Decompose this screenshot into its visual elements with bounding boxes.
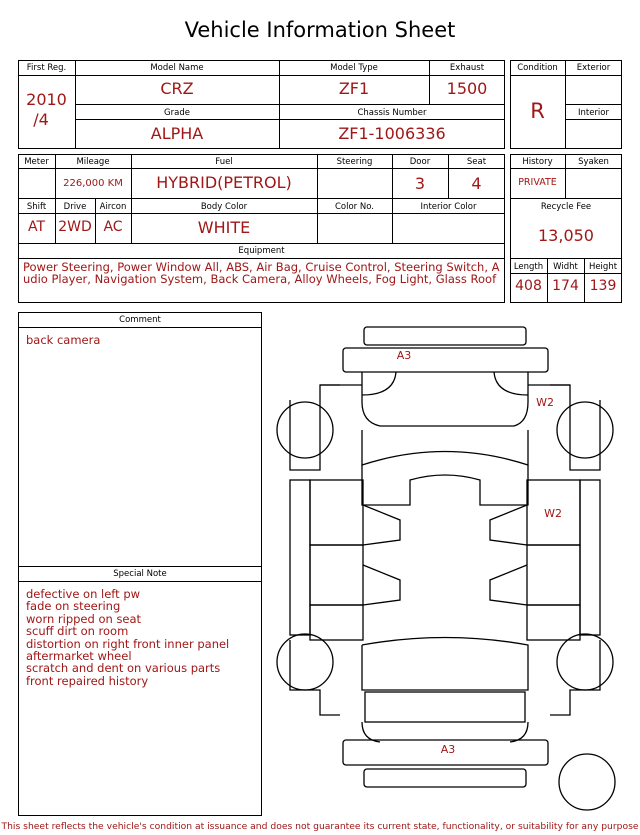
comment-label: Comment	[119, 315, 161, 325]
recycle-fee-value: 13,050	[538, 226, 594, 245]
history-label: History	[522, 157, 553, 167]
damage-mark-front: A3	[396, 349, 412, 362]
aircon-value: AC	[103, 219, 123, 235]
seat-label: Seat	[466, 157, 487, 167]
damage-mark-rear: A3	[440, 743, 456, 756]
first-reg-year: 2010	[26, 90, 67, 109]
fuel-value: HYBRID(PETROL)	[156, 173, 292, 192]
special-note-item: fade on steering	[26, 599, 121, 614]
special-note-item: distortion on right front inner panel	[26, 636, 230, 651]
equipment-label: Equipment	[238, 246, 285, 256]
special-note-item: defective on left pw	[26, 587, 141, 601]
mileage-label: Mileage	[76, 157, 110, 167]
length-label: Length	[513, 262, 544, 272]
damage-mark-right-front: W2	[536, 396, 554, 409]
model-type-label: Model Type	[330, 63, 378, 73]
door-label: Door	[409, 157, 431, 167]
special-note-label: Special Note	[113, 569, 167, 579]
page-title: Vehicle Information Sheet	[184, 18, 456, 42]
width-value: 174	[552, 278, 579, 294]
special-note-item: aftermarket wheel	[26, 649, 132, 664]
body-color-value: WHITE	[197, 218, 251, 237]
height-value: 139	[589, 278, 617, 294]
disclaimer-footer: This sheet reflects the vehicle's condition at issuance and does not guarantee its current state, functionality, or suitability for any purpose	[1, 821, 639, 832]
height-label: Height	[588, 262, 618, 272]
seat-value: 4	[471, 174, 482, 193]
fuel-label: Fuel	[215, 157, 233, 167]
special-note-item: worn ripped on seat	[26, 611, 142, 626]
shift-label: Shift	[26, 202, 47, 212]
grade-value: ALPHA	[150, 124, 204, 143]
length-value: 408	[515, 278, 542, 294]
condition-value: R	[530, 99, 545, 123]
color-no-label: Color No.	[334, 202, 374, 212]
special-note-item: scratch and dent on various parts	[26, 661, 221, 676]
chassis-number-value: ZF1-1006336	[338, 124, 446, 143]
mileage-value: 226,000 KM	[63, 178, 123, 189]
first-reg-month: /4	[33, 110, 49, 129]
condition-label: Condition	[517, 63, 558, 73]
special-note-item: scuff dirt on room	[26, 624, 129, 639]
exterior-label: Exterior	[576, 63, 611, 73]
first-reg-label: First Reg.	[26, 63, 67, 73]
width-label: Widht	[553, 262, 578, 272]
interior-label: Interior	[577, 108, 609, 118]
recycle-fee-label: Recycle Fee	[540, 202, 592, 212]
model-name-value: CRZ	[160, 79, 194, 98]
shift-value: AT	[27, 219, 46, 235]
model-type-value: ZF1	[338, 79, 370, 98]
damage-mark-right-side: W2	[544, 507, 562, 520]
drive-value: 2WD	[58, 219, 92, 235]
meter-label: Meter	[24, 157, 49, 167]
chassis-number-label: Chassis Number	[357, 108, 427, 118]
history-value: PRIVATE	[518, 177, 557, 188]
steering-label: Steering	[336, 157, 373, 167]
interior-color-label: Interior Color	[420, 202, 477, 212]
body-color-label: Body Color	[200, 202, 248, 212]
exhaust-value: 1500	[446, 79, 488, 98]
special-note-item: front repaired history	[26, 673, 149, 688]
equipment-value: Power Steering, Power Window All, ABS, Air Bag, Cruise Control, Steering Switch, Audio Player, Navigation System, Back Camera, Alloy Wheels, Fog Light, Glass Roof	[23, 260, 500, 287]
exhaust-label: Exhaust	[449, 63, 485, 73]
aircon-label: Aircon	[99, 202, 127, 212]
model-name-label: Model Name	[150, 63, 204, 73]
drive-label: Drive	[63, 202, 87, 212]
syaken-label: Syaken	[578, 157, 609, 167]
door-value: 3	[414, 174, 426, 193]
comment-value: back camera	[26, 333, 101, 347]
grade-label: Grade	[164, 108, 190, 118]
